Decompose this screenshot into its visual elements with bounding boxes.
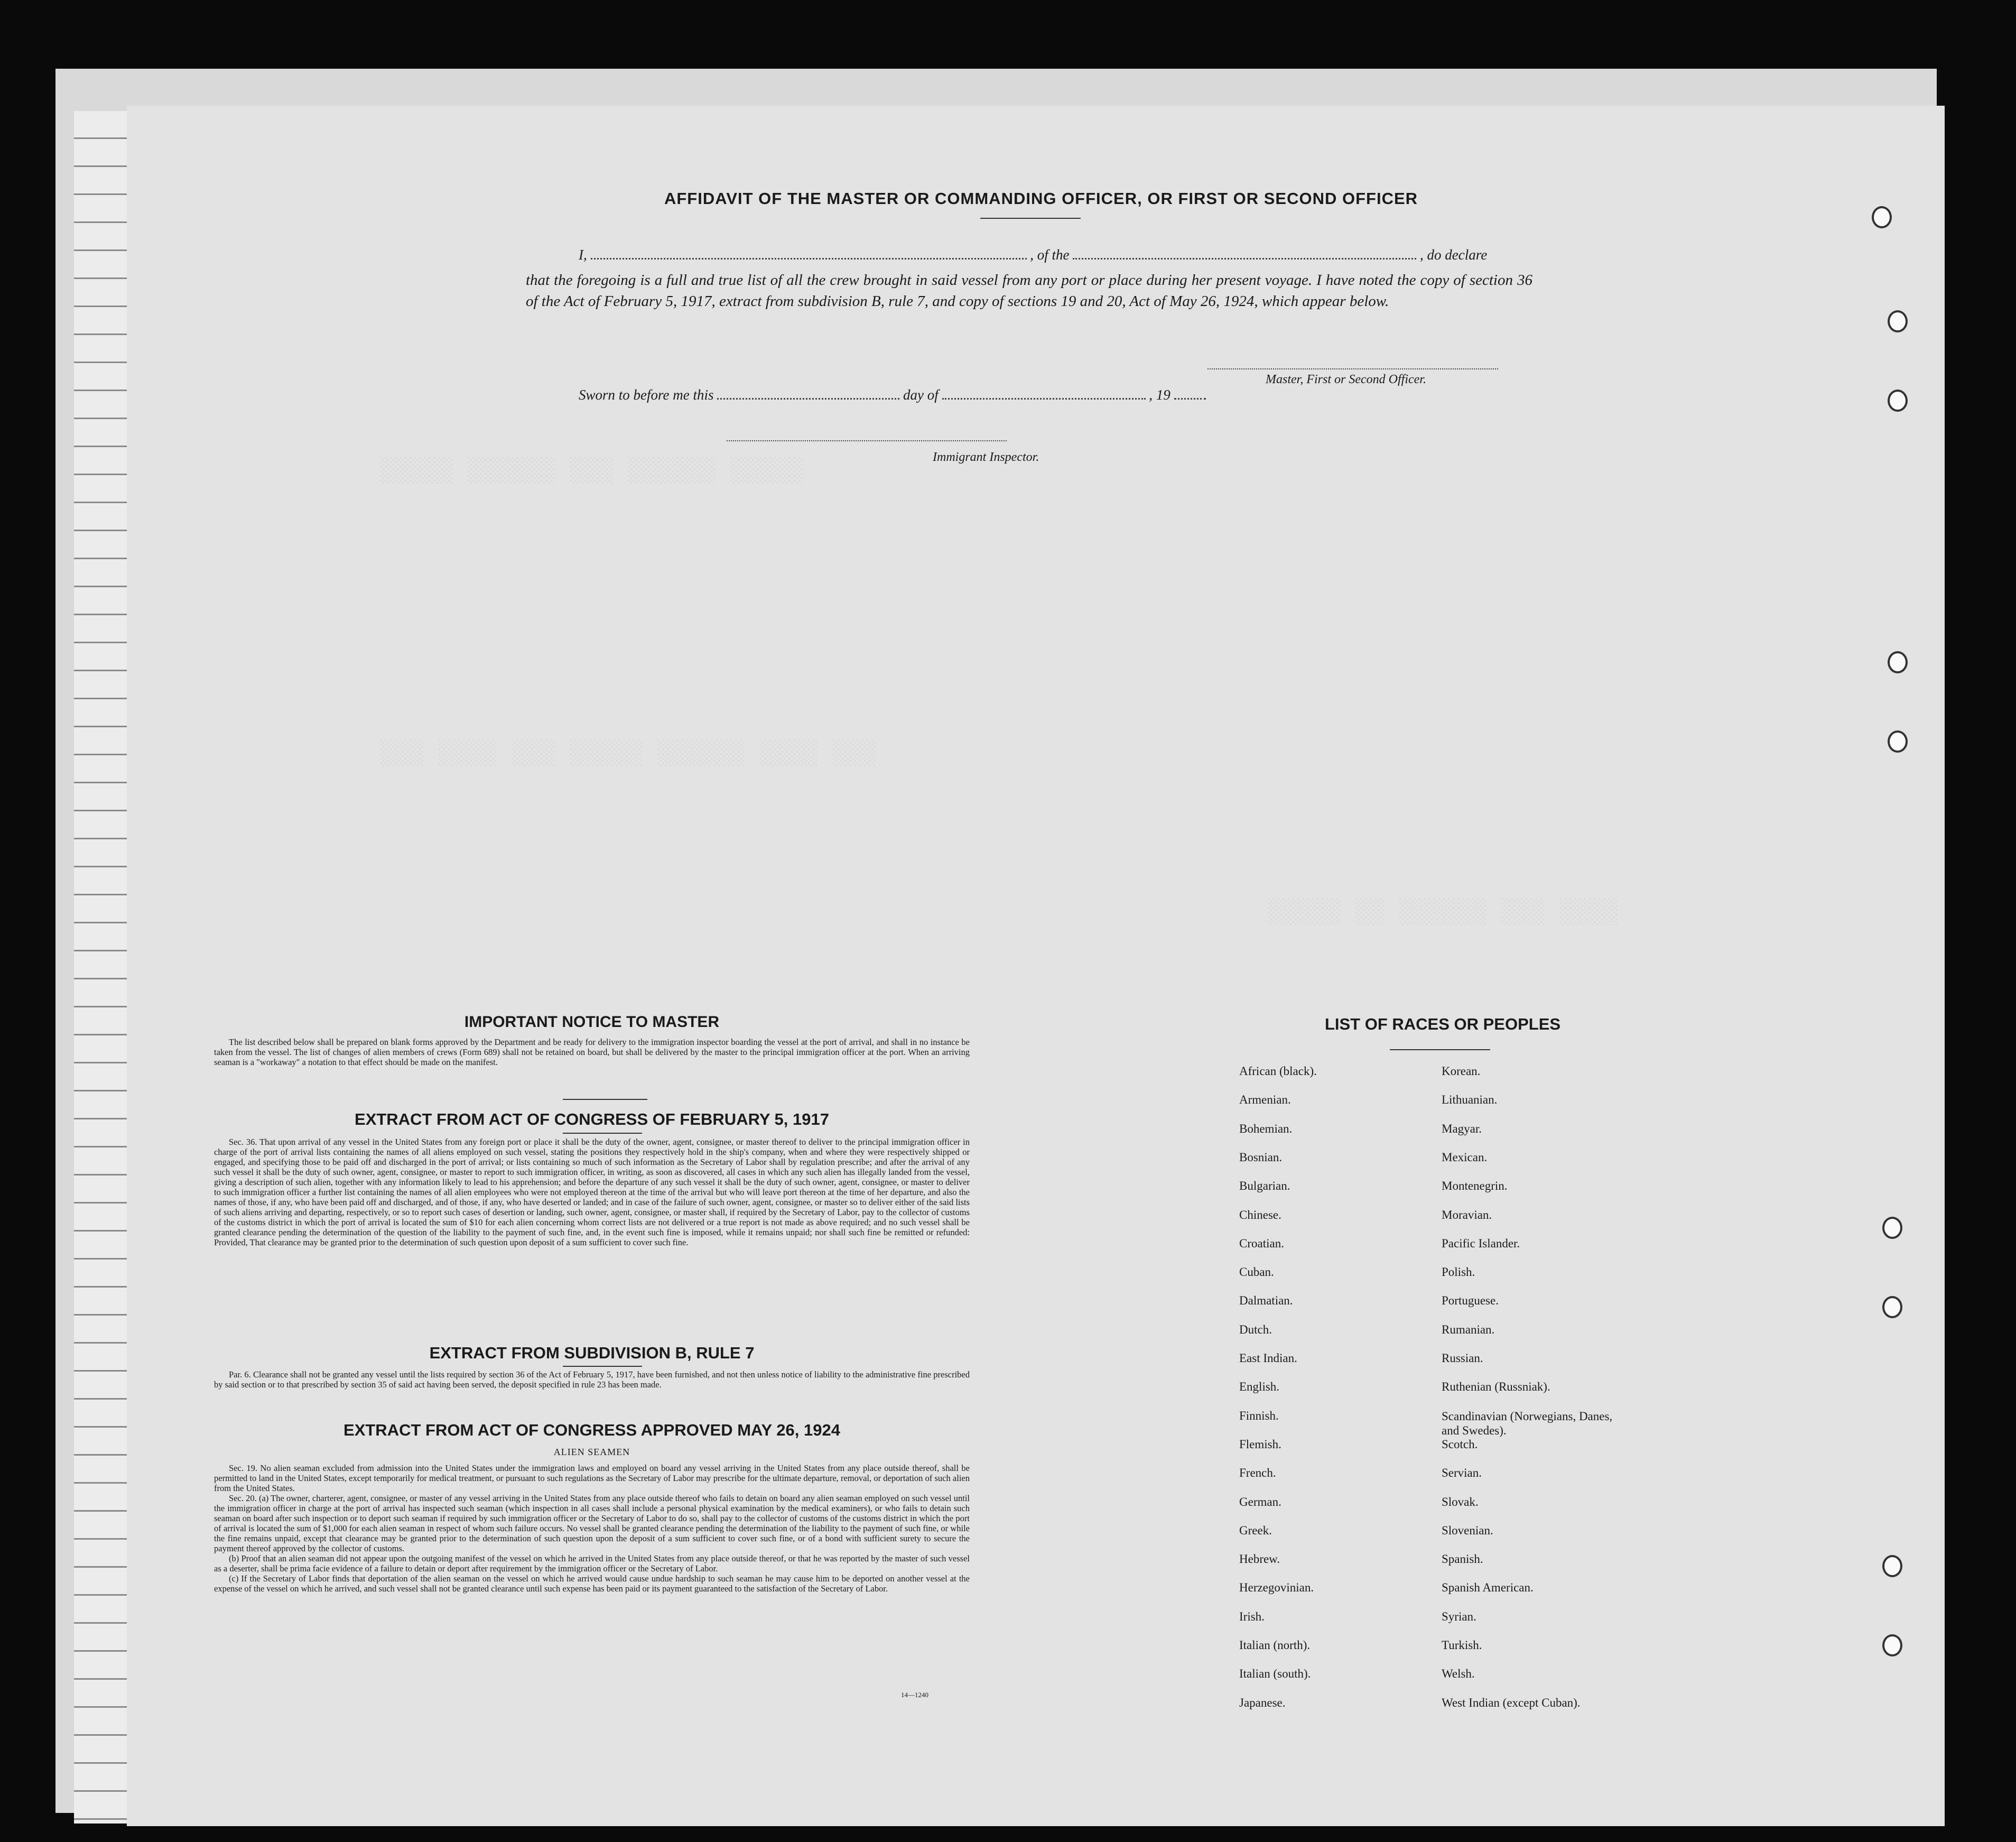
bleed-through-text: ░░░ ░░░░ ░░░ ░░░░░ ░░░░░░ ░░░░ ░░░ (380, 740, 877, 767)
master-signature-label: Master, First or Second Officer. (1266, 373, 1426, 386)
race-item: Italian (south). (1239, 1667, 1311, 1681)
race-item: Greek. (1239, 1523, 1272, 1537)
ruled-left-strip (74, 111, 132, 1824)
races-title: LIST OF RACES OR PEOPLES (1324, 1015, 1561, 1033)
section-19: Sec. 19. No alien seaman excluded from admission into the United States under the immigration laws and employed on board any vessel arriving in the United States from any place outside thereof, shall be permitted to land in the United States, except temporarily for medical treatment, or pursuant to such regulations as the Secretary of Labor may prescribe for the ultimate departure, removal, or deportation of such alien from the United States. (214, 1463, 970, 1493)
race-item: Ruthenian (Russniak). (1442, 1380, 1550, 1394)
affidavit-first-line (579, 247, 1487, 263)
bleed-through-text: ░░░░░ ░░░░░░ ░░░ ░░░░░░ ░░░░░ (380, 457, 804, 485)
act-1924-title: EXTRACT FROM ACT OF CONGRESS APPROVED MAY 26, 1924 (343, 1421, 840, 1439)
section-20-a: Sec. 20. (a) The owner, charterer, agent, consignee, or master of any vessel arriving in the United States from any place outside thereof who fails to detain on board any alien seaman employed on such vessel until the immigration officer in charge at the port of arrival has inspected such seaman (which inspection in all cases shall include a personal physical examination by the medical examiners), or who fails to detain such seaman on board after such inspection or to deport such seaman if required by such immigration officer or the Secretary of Labor to do so, shall pay to the collector of customs of the customs district in which the port of arrival is located the sum of $1,000 for each alien seaman in respect of whom such failure occurs. No vessel shall be granted clearance pending the determination of the liability to the payment of such fine, or while the fine remains unpaid, except that clearance may be granted prior to the determination of such question upon the deposit of a sum sufficient to cover such fine, or of a bond with sufficient surety to secure the payment thereof approved by the collector of customs. (214, 1493, 970, 1553)
binding-hole (1872, 206, 1892, 228)
rule-7-title: EXTRACT FROM SUBDIVISION B, RULE 7 (429, 1344, 755, 1362)
binding-hole (1888, 310, 1908, 332)
race-item: Polish. (1442, 1265, 1475, 1279)
race-item: Dalmatian. (1239, 1294, 1293, 1308)
sworn-year-blank[interactable] (1174, 398, 1206, 400)
race-item: English. (1239, 1380, 1280, 1394)
day-of-text: day of (903, 387, 939, 403)
bleed-through-text: ░░░░░ ░░ ░░░░░░ ░░░ ░░░░ (1268, 899, 1619, 926)
race-item: Chinese. (1239, 1208, 1281, 1221)
divider (563, 1133, 642, 1134)
race-item: Pacific Islander. (1442, 1236, 1520, 1250)
affidavit-title: AFFIDAVIT OF THE MASTER OR COMMANDING OFFICER, OR FIRST OR SECOND OFFICER (664, 189, 1418, 208)
race-item: Armenian. (1239, 1093, 1291, 1107)
sworn-text: Sworn to before me this (579, 387, 714, 403)
race-item: German. (1239, 1495, 1281, 1508)
race-item: Croatian. (1239, 1236, 1284, 1250)
affidavit-statement: that the foregoing is a full and true list of all the crew brought in said vessel from any port or place during her present voyage. I have noted the copy of section 36 of the Act of February 5, 1917, extract from subdivision B, rule 7, and copy of sections 19 and 20, Act of May 26, 1924, which appear below. (526, 272, 1532, 310)
divider (563, 1366, 642, 1367)
race-item: Moravian. (1442, 1208, 1492, 1221)
race-item: Spanish. (1442, 1552, 1483, 1566)
binding-hole (1882, 1555, 1902, 1577)
race-item: Russian. (1442, 1352, 1483, 1365)
notice-title: IMPORTANT NOTICE TO MASTER (464, 1013, 720, 1031)
act-1924-sections (214, 1463, 970, 1594)
section-20-c: (c) If the Secretary of Labor finds that deportation of the alien seaman on the vessel on which he arrived would cause undue hardship to such seaman he may cause him to be deported on another vessel at the expense of the vessel on which he arrived, and such vessel shall not be granted clearance until such expense has been paid or its payment guaranteed to the satisfaction of the Secretary of Labor. (214, 1573, 970, 1594)
notice-text: The list described below shall be prepared on blank forms approved by the Department and be ready for delivery to the immigration inspector boarding the vessel at the port of arrival, and shall in no instance be taken from the vessel. The list of changes of alien members of crews (Form 689) shall not be retained on board, but shall be delivered by the master to the principal immigration officer at the port. When an arriving seaman is a "workaway" a notation to that effect should be made on the manifest. (214, 1037, 970, 1067)
race-item: Servian. (1442, 1466, 1482, 1480)
race-item: Syrian. (1442, 1609, 1476, 1623)
race-item: Bohemian. (1239, 1122, 1293, 1135)
race-item: Portuguese. (1442, 1294, 1499, 1308)
race-item: Mexican. (1442, 1150, 1488, 1164)
divider (563, 1099, 647, 1100)
affidavit-of-the: , of the (1030, 247, 1070, 263)
race-item: Irish. (1239, 1609, 1265, 1623)
binding-hole (1888, 390, 1908, 412)
race-item: Italian (north). (1239, 1639, 1311, 1652)
race-item: Herzegovinian. (1239, 1581, 1314, 1595)
sworn-day-blank[interactable] (717, 398, 899, 400)
sworn-line (579, 387, 1206, 403)
race-item: Hebrew. (1239, 1552, 1280, 1566)
race-item: Slovenian. (1442, 1523, 1493, 1537)
race-item: Spanish American. (1442, 1581, 1534, 1595)
race-item: Turkish. (1442, 1639, 1482, 1652)
race-item: Bulgarian. (1239, 1179, 1290, 1193)
signature-blank[interactable] (1207, 368, 1498, 369)
race-item: Montenegrin. (1442, 1179, 1508, 1193)
title-rule (980, 218, 1081, 219)
race-item: African (black). (1239, 1065, 1317, 1078)
binding-hole (1882, 1634, 1902, 1656)
race-item: Slovak. (1442, 1495, 1479, 1508)
binding-hole (1888, 651, 1908, 673)
vessel-blank[interactable] (1073, 258, 1416, 260)
alien-seamen-heading: ALIEN SEAMEN (553, 1447, 630, 1457)
race-item: Finnish. (1239, 1409, 1279, 1422)
act-1917-title: EXTRACT FROM ACT OF CONGRESS OF FEBRUARY 5, 1917 (355, 1110, 829, 1128)
binding-hole (1882, 1217, 1902, 1239)
race-item: French. (1239, 1466, 1276, 1480)
affidavit-declare: , do declare (1420, 247, 1488, 263)
race-item: Bosnian. (1239, 1150, 1283, 1164)
act-1917-section-36: Sec. 36. That upon arrival of any vessel in the United States from any foreign port or place it shall be the duty of the owner, agent, consignee, or master thereof to deliver to the principal immigration officer in charge of the port of arrival lists containing the names of all aliens employed on such vessel, stating the positions they respectively hold in the ship's company, when and where they were respectively shipped or engaged, and specifying those to be paid off and discharged in the port of arrival; or lists containing so much of such information as the Secretary of Labor shall by regulation prescribe; and after the arrival of any such vessel it shall be the duty of such owner, agent, consignee, or master to report to such immigration officer, in writing, as soon as discovered, all cases in which any such alien has illegally landed from the vessel, giving a description of such alien, together with any information likely to lead to his apprehension; and before the departure of any such vessel it shall be the duty of such owner, agent, consignee, or master to deliver to such immigration officer a further list containing the names of all alien employees who were not employed thereon at the time of the arrival but who will leave port thereon at the time of her departure, and also the names of those, if any, who have been paid off and discharged, and of those, if any, who have deserted or landed; and in case of the failure of such owner, agent, consignee, or master so to deliver either of the said lists of such aliens arriving and departing, respectively, or so to report such cases of desertion or landing, such owner, agent, consignee, or master shall, if required by the Secretary of Labor, pay to the collector of customs of the customs district in which the port of arrival is located the sum of $10 for each alien concerning whom correct lists are not delivered or a true report is not made as above required; and no such vessel shall be granted clearance pending the determination of the question of the liability to the payment of such fine, and, in the event such fine is imposed, while it remains unpaid; nor shall such fine be remitted or refunded: Provided, That clearance may be granted prior to the determination of such question upon deposit of a sum sufficient to cover such fine. (214, 1137, 970, 1247)
race-item: Welsh. (1442, 1667, 1475, 1681)
name-blank[interactable] (591, 258, 1027, 260)
form-number: 14—1240 (901, 1691, 928, 1699)
section-20-b: (b) Proof that an alien seaman did not appear upon the outgoing manifest of the vessel on which he arrived in the United States from any place outside thereof, or that he was reported by the master of such vessel as a deserter, shall be prima facie evidence of a failure to detain or deport after requirement by the immigration officer or the Secretary of Labor. (214, 1553, 970, 1573)
race-item: West Indian (except Cuban). (1442, 1696, 1581, 1709)
race-item: Scandinavian (Norwegians, Danes, and Swedes). (1442, 1409, 1613, 1437)
rule-7-paragraph-6: Par. 6. Clearance shall not be granted any vessel until the lists required by section 36 of the Act of February 5, 1917, have been furnished, and not then unless notice of liability to the administrative fine prescribed by said section or to that prescribed by section 35 of said act having been served, the deposit specified in rule 23 has been made. (214, 1369, 970, 1390)
race-item: Korean. (1442, 1065, 1481, 1078)
binding-hole (1888, 730, 1908, 753)
race-item: Lithuanian. (1442, 1093, 1498, 1107)
races-rule (1390, 1049, 1490, 1050)
inspector-label: Immigrant Inspector. (933, 450, 1039, 464)
race-item: Rumanian. (1442, 1322, 1495, 1336)
race-item: East Indian. (1239, 1352, 1297, 1365)
inspector-signature-blank[interactable] (727, 440, 1007, 441)
race-item: Cuban. (1239, 1265, 1274, 1279)
year-text: , 19 (1149, 387, 1170, 403)
sworn-month-blank[interactable] (942, 398, 1146, 400)
race-item: Japanese. (1239, 1696, 1286, 1709)
affidavit-i: I, (579, 247, 587, 263)
binding-hole (1882, 1296, 1902, 1318)
race-item: Dutch. (1239, 1322, 1272, 1336)
race-item: Magyar. (1442, 1122, 1482, 1135)
race-item: Scotch. (1442, 1437, 1478, 1451)
race-item: Flemish. (1239, 1437, 1281, 1451)
